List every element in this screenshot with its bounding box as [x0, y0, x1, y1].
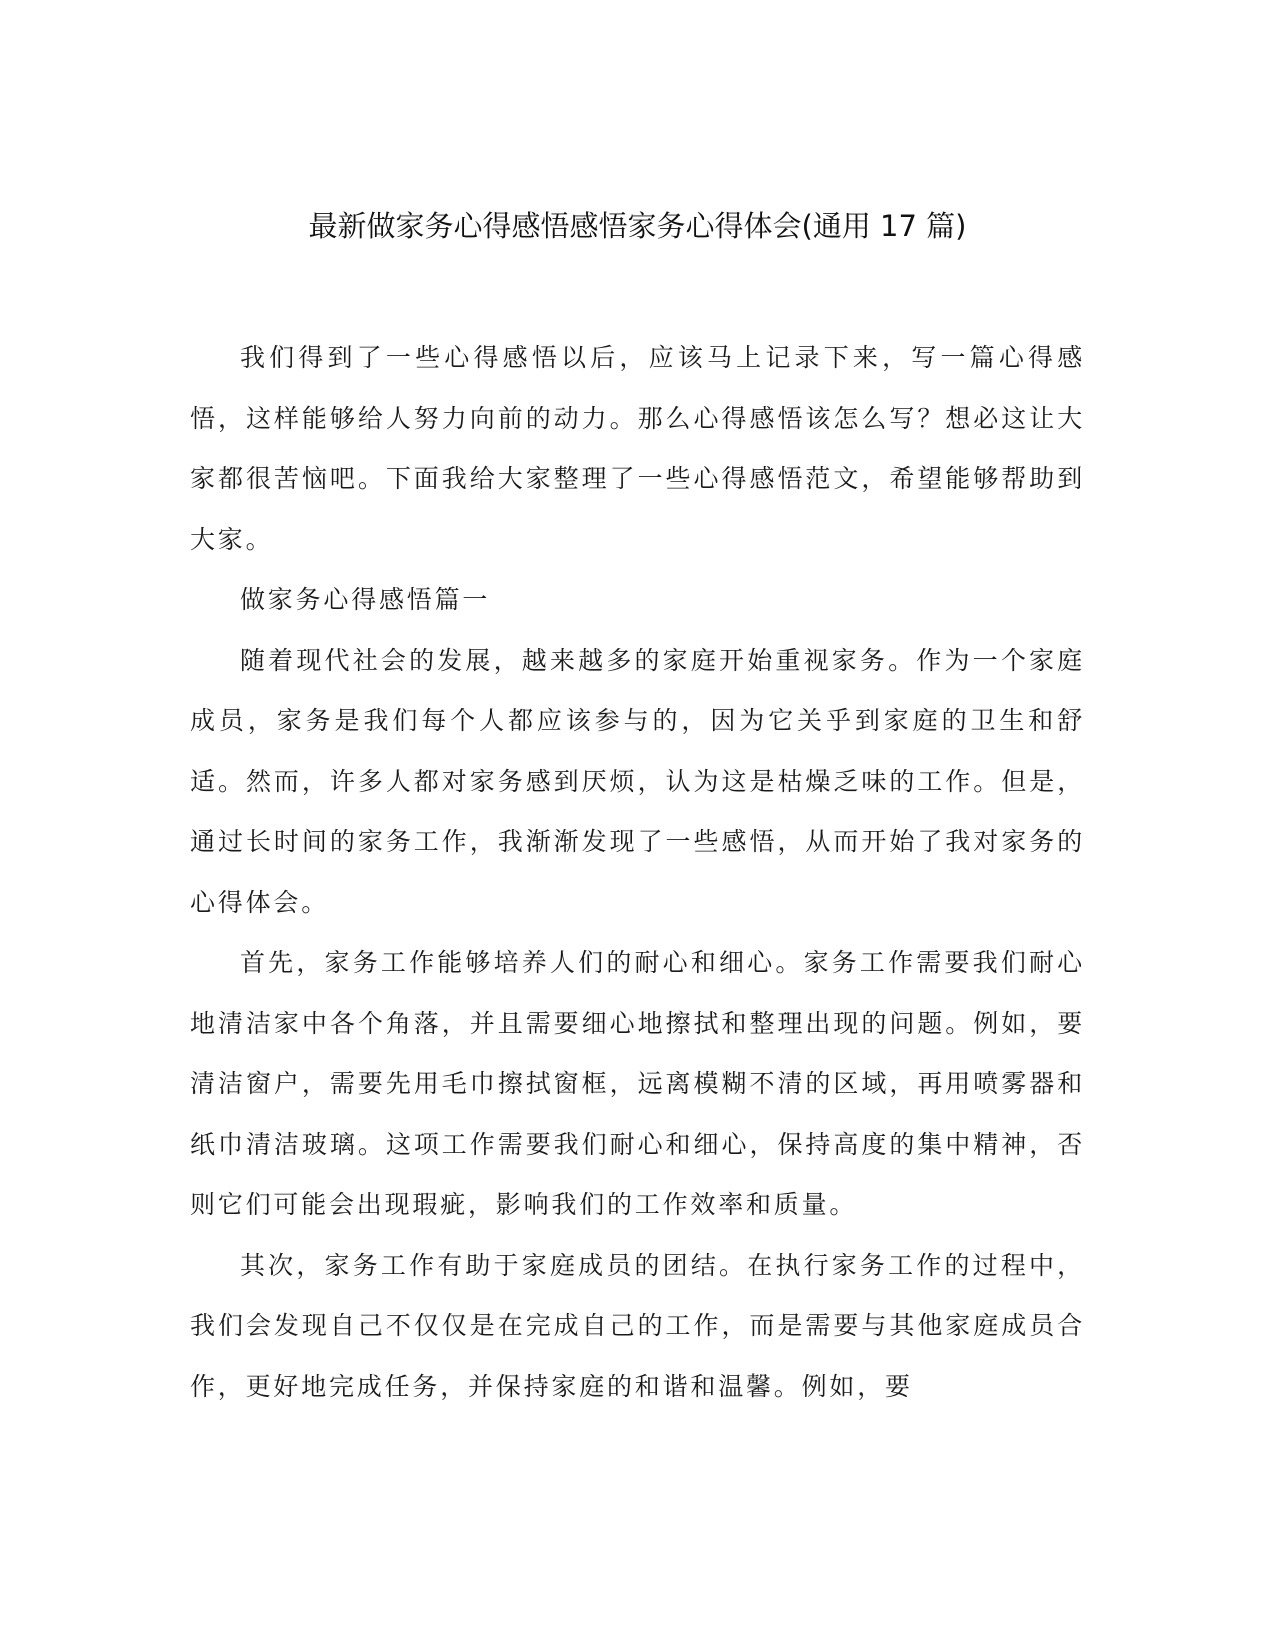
body-paragraph: 其次，家务工作有助于家庭成员的团结。在执行家务工作的过程中，我们会发现自己不仅仅是在完成自己的工作，而是需要与其他家庭成员合作，更好地完成任务，并保持家庭的和谐和温馨。例如，要 — [190, 1250, 1085, 1401]
intro-paragraph: 我们得到了一些心得感悟以后，应该马上记录下来，写一篇心得感悟，这样能够给人努力向前的动力。那么心得感悟该怎么写？想必这让大家都很苦恼吧。下面我给大家整理了一些心得感悟范文，希望能够帮助到大家。 — [190, 343, 1085, 554]
document-title: 最新做家务心得感悟感悟家务心得体会(通用 17 篇) — [308, 209, 967, 244]
body-paragraph: 首先，家务工作能够培养人们的耐心和细心。家务工作需要我们耐心地清洁家中各个角落，并且需要细心地擦拭和整理出现的问题。例如，要清洁窗户，需要先用毛巾擦拭窗框，远离模糊不清的区域，再用喷雾器和纸巾清洁玻璃。这项工作需要我们耐心和细心，保持高度的集中精神，否则它们可能会出现瑕疵，影响我们的工作效率和质量。 — [190, 948, 1085, 1219]
document-body — [190, 328, 1085, 1417]
section-heading: 做家务心得感悟篇一 — [240, 585, 491, 614]
body-paragraph: 随着现代社会的发展，越来越多的家庭开始重视家务。作为一个家庭成员，家务是我们每个人都应该参与的，因为它关乎到家庭的卫生和舒适。然而，许多人都对家务感到厌烦，认为这是枯燥乏味的工作。但是，通过长时间的家务工作，我渐渐发现了一些感悟，从而开始了我对家务的心得体会。 — [190, 645, 1085, 917]
